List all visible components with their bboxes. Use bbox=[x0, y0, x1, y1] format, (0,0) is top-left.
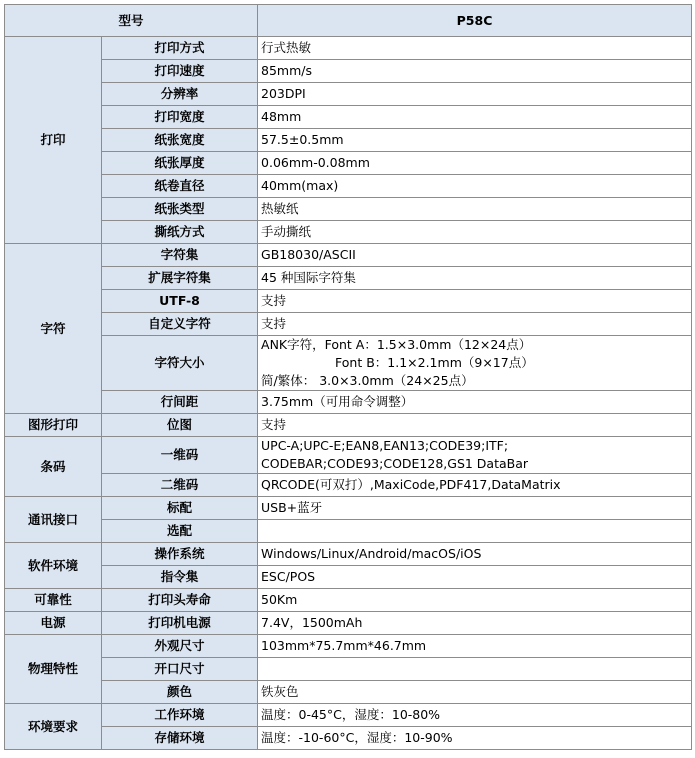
row-value: 行式热敏 bbox=[258, 37, 692, 60]
row-label: 颜色 bbox=[102, 681, 258, 704]
table-row bbox=[5, 497, 692, 520]
group-environment: 环境要求 bbox=[5, 704, 102, 750]
table-row bbox=[5, 244, 692, 267]
table-row bbox=[5, 704, 692, 727]
row-label: 操作系统 bbox=[102, 543, 258, 566]
table-row bbox=[5, 520, 692, 543]
row-label: 存储环境 bbox=[102, 727, 258, 750]
row-label: 选配 bbox=[102, 520, 258, 543]
row-value: GB18030/ASCII bbox=[258, 244, 692, 267]
row-value: 0.06mm-0.08mm bbox=[258, 152, 692, 175]
spec-table bbox=[4, 4, 692, 750]
table-row bbox=[5, 474, 692, 497]
row-value: 支持 bbox=[258, 290, 692, 313]
row-value bbox=[258, 520, 692, 543]
table-row bbox=[5, 313, 692, 336]
table-row bbox=[5, 37, 692, 60]
table-row bbox=[5, 60, 692, 83]
group-power: 电源 bbox=[5, 612, 102, 635]
table-row bbox=[5, 106, 692, 129]
row-label: 二维码 bbox=[102, 474, 258, 497]
row-label: 纸张类型 bbox=[102, 198, 258, 221]
table-row bbox=[5, 152, 692, 175]
table-row bbox=[5, 681, 692, 704]
row-value: 40mm(max) bbox=[258, 175, 692, 198]
char-size-line-3: 简/繁体： 3.0×3.0mm（24×25点） bbox=[261, 373, 474, 388]
row-value: 温度：0-45°C，湿度：10-80% bbox=[258, 704, 692, 727]
row-value: 热敏纸 bbox=[258, 198, 692, 221]
row-label: 外观尺寸 bbox=[102, 635, 258, 658]
table-row bbox=[5, 290, 692, 313]
group-reliability: 可靠性 bbox=[5, 589, 102, 612]
row-value: 50Km bbox=[258, 589, 692, 612]
row-value bbox=[258, 437, 692, 474]
row-value: 温度：-10-60°C，湿度：10-90% bbox=[258, 727, 692, 750]
table-row bbox=[5, 437, 692, 474]
row-label: 字符大小 bbox=[102, 336, 258, 391]
table-row bbox=[5, 727, 692, 750]
table-row bbox=[5, 129, 692, 152]
barcode-1d-line-2: CODEBAR;CODE93;CODE128,GS1 DataBar bbox=[261, 456, 529, 471]
group-chars: 字符 bbox=[5, 244, 102, 414]
row-value: ESC/POS bbox=[258, 566, 692, 589]
table-row bbox=[5, 267, 692, 290]
barcode-1d-line-1: UPC-A;UPC-E;EAN8,EAN13;CODE39;ITF; bbox=[261, 438, 509, 453]
row-label: 扩展字符集 bbox=[102, 267, 258, 290]
table-row bbox=[5, 391, 692, 414]
table-row bbox=[5, 566, 692, 589]
row-value: 7.4V，1500mAh bbox=[258, 612, 692, 635]
row-label: 打印方式 bbox=[102, 37, 258, 60]
row-label: 自定义字符 bbox=[102, 313, 258, 336]
group-physical: 物理特性 bbox=[5, 635, 102, 704]
model-label: 型号 bbox=[5, 5, 258, 37]
row-label: 撕纸方式 bbox=[102, 221, 258, 244]
row-label: 打印速度 bbox=[102, 60, 258, 83]
row-label: 开口尺寸 bbox=[102, 658, 258, 681]
table-row bbox=[5, 83, 692, 106]
row-label: 打印头寿命 bbox=[102, 589, 258, 612]
table-row bbox=[5, 414, 692, 437]
row-label: 指令集 bbox=[102, 566, 258, 589]
model-value: P58C bbox=[258, 5, 692, 37]
row-label: UTF-8 bbox=[102, 290, 258, 313]
table-row bbox=[5, 221, 692, 244]
row-label: 一维码 bbox=[102, 437, 258, 474]
table-row bbox=[5, 589, 692, 612]
row-value: 85mm/s bbox=[258, 60, 692, 83]
row-label: 分辨率 bbox=[102, 83, 258, 106]
char-size-line-1: ANK字符，Font A：1.5×3.0mm（12×24点） bbox=[261, 337, 532, 352]
row-value bbox=[258, 658, 692, 681]
row-value: QRCODE(可双打）,MaxiCode,PDF417,DataMatrix bbox=[258, 474, 692, 497]
group-software: 软件环境 bbox=[5, 543, 102, 589]
row-label: 纸张宽度 bbox=[102, 129, 258, 152]
row-label: 字符集 bbox=[102, 244, 258, 267]
char-size-line-2: Font B：1.1×2.1mm（9×17点） bbox=[335, 355, 534, 370]
table-row bbox=[5, 175, 692, 198]
group-comm: 通讯接口 bbox=[5, 497, 102, 543]
row-value: 103mm*75.7mm*46.7mm bbox=[258, 635, 692, 658]
row-value: 手动撕纸 bbox=[258, 221, 692, 244]
row-value: 铁灰色 bbox=[258, 681, 692, 704]
table-row bbox=[5, 658, 692, 681]
row-label: 打印机电源 bbox=[102, 612, 258, 635]
row-label: 纸张厚度 bbox=[102, 152, 258, 175]
table-header-row bbox=[5, 5, 692, 37]
row-label: 标配 bbox=[102, 497, 258, 520]
row-label: 打印宽度 bbox=[102, 106, 258, 129]
row-value: USB+蓝牙 bbox=[258, 497, 692, 520]
group-barcode: 条码 bbox=[5, 437, 102, 497]
row-value: 48mm bbox=[258, 106, 692, 129]
row-label: 工作环境 bbox=[102, 704, 258, 727]
row-value: 3.75mm（可用命令调整） bbox=[258, 391, 692, 414]
row-value: 支持 bbox=[258, 414, 692, 437]
table-row bbox=[5, 336, 692, 391]
row-label: 纸卷直径 bbox=[102, 175, 258, 198]
group-print: 打印 bbox=[5, 37, 102, 244]
row-value: 203DPI bbox=[258, 83, 692, 106]
group-graphic: 图形打印 bbox=[5, 414, 102, 437]
row-value bbox=[258, 336, 692, 391]
row-value: 57.5±0.5mm bbox=[258, 129, 692, 152]
table-row bbox=[5, 198, 692, 221]
table-row bbox=[5, 543, 692, 566]
table-row bbox=[5, 612, 692, 635]
row-value: 支持 bbox=[258, 313, 692, 336]
row-value: Windows/Linux/Android/macOS/iOS bbox=[258, 543, 692, 566]
row-label: 行间距 bbox=[102, 391, 258, 414]
row-value: 45 种国际字符集 bbox=[258, 267, 692, 290]
table-row bbox=[5, 635, 692, 658]
row-label: 位图 bbox=[102, 414, 258, 437]
